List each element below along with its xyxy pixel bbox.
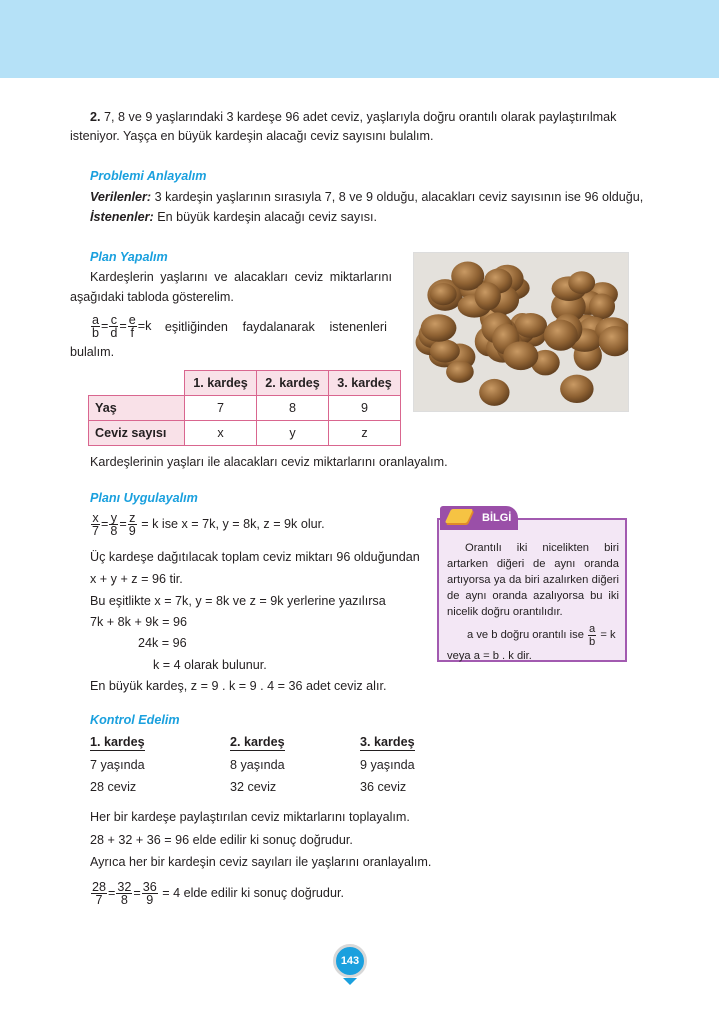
heading-plan: Plan Yapalım (90, 250, 168, 264)
plan-line-4: bulalım. (70, 345, 115, 359)
fraction-e-f: $\frac{e}{f}$ (128, 313, 136, 341)
walnut (421, 314, 457, 342)
walnut (479, 379, 509, 406)
asked-line: İstenenler: En büyük kardeşin alacağı ceviz sayısı. (90, 210, 378, 224)
walnuts-photo (414, 253, 628, 411)
walnut (446, 361, 474, 383)
walnut (568, 271, 595, 294)
apply-line: 24k = 96 (138, 636, 187, 650)
info-rule: a ve b doğru orantılı ise $\frac{a}{b}$ = k (467, 622, 616, 648)
apply-line: Bu eşitlikte x = 7k, y = 8k ve z = 9k yerlerine yazılırsa (90, 594, 386, 608)
fraction-a-b: $\frac{a}{b}$ (92, 313, 100, 341)
given-line: Verilenler: 3 kardeşin yaşlarının sırasıyla 7, 8 ve 9 olduğu, alacakları ceviz sayısının ise 96 olduğu, (90, 190, 644, 204)
check-line: Her bir kardeşe paylaştırılan ceviz miktarlarını toplayalım. (90, 810, 410, 824)
info-tab: BİLGİ (440, 506, 518, 530)
check-nuts: 28 ceviz (90, 780, 137, 794)
check-col-title: 3. kardeş (360, 735, 415, 749)
walnut (430, 339, 460, 362)
plan-line-1: Kardeşlerin yaşlarını ve alacakları ceviz miktarlarını (90, 270, 392, 284)
info-box (437, 518, 627, 662)
check-line: 28 + 32 + 36 = 96 elde edilir ki sonuç doğrudur. (90, 833, 353, 847)
apply-line: Üç kardeşe dağıtılacak toplam ceviz miktarı 96 olduğundan (90, 550, 420, 564)
check-age: 8 yaşında (230, 758, 285, 772)
page-marker-icon (343, 978, 357, 985)
apply-line: 7k + 8k + 9k = 96 (90, 615, 187, 629)
walnut (560, 375, 593, 403)
heading-check: Kontrol Edelim (90, 713, 180, 727)
check-age: 7 yaşında (90, 758, 145, 772)
info-text: Orantılı iki nicelikten biri artarken diğeri de aynı oranda artıyorsa ya da biri azalırken diğeri de aynı oranda azalıyorsa bu iki nicelik doğru orantılıdır. (447, 542, 619, 618)
table-row: Yaş 7 8 9 (89, 396, 401, 421)
ages-table: 1. kardeş 2. kardeş 3. kardeş Yaş 7 8 9 Ceviz sayısı x y z (88, 370, 401, 446)
fraction-c-d: $\frac{c}{d}$ (110, 313, 118, 341)
plan-fraction-line: $\frac{a}{b}$ = $\frac{c}{d}$ = $\frac{e}{f}$ =k eşitliğinden faydalanarak istenenleri (92, 313, 387, 341)
problem-line-1: 2. 7, 8 ve 9 yaşlarındaki 3 kardeşe 96 adet ceviz, yaşlarıyla doğru orantılı olarak paylaştırılmak (90, 110, 617, 124)
check-fraction-line: $\frac{28}{7}$ = $\frac{32}{8}$ = $\frac{36}{9}$ = 4 elde edilir ki sonuç doğrudur. (92, 880, 344, 908)
walnut (589, 294, 615, 320)
check-col-title: 1. kardeş (90, 735, 145, 749)
book-icon (445, 509, 474, 523)
walnut (475, 282, 501, 310)
plan-line-2: aşağıdaki tabloda gösterelim. (70, 290, 234, 304)
page-number: 143 (333, 944, 367, 978)
apply-line: En büyük kardeş, z = 9 . k = 9 . 4 = 36 adet ceviz alır. (90, 679, 387, 693)
check-line: Ayrıca her bir kardeşin ceviz sayıları ile yaşlarını oranlayalım. (90, 855, 432, 869)
apply-line: x + y + z = 96 tir. (90, 572, 183, 586)
table-row: Ceviz sayısı x y z (89, 421, 401, 446)
walnut (503, 341, 538, 370)
check-age: 9 yaşında (360, 758, 415, 772)
walnut (514, 313, 547, 338)
info-rule-2: veya a = b . k dir. (447, 650, 532, 662)
check-nuts: 32 ceviz (230, 780, 277, 794)
problem-line-2: isteniyor. Yaşça en büyük kardeşin alacağı ceviz sayısını bulalım. (70, 129, 434, 143)
apply-fraction-line: $\frac{x}{7}$ = $\frac{y}{8}$ = $\frac{z}{9}$ = k ise x = 7k, y = 8k, z = 9k olur. (92, 511, 325, 539)
header-band (0, 0, 719, 78)
plan-after-table: Kardeşlerinin yaşları ile alacakları ceviz miktarlarını oranlayalım. (90, 455, 448, 469)
heading-apply: Planı Uygulayalım (90, 491, 198, 505)
apply-line: k = 4 olarak bulunur. (153, 658, 267, 672)
check-nuts: 36 ceviz (360, 780, 407, 794)
check-col-title: 2. kardeş (230, 735, 285, 749)
walnut (544, 320, 578, 351)
heading-understand: Problemi Anlayalım (90, 169, 207, 183)
walnut (430, 283, 457, 305)
